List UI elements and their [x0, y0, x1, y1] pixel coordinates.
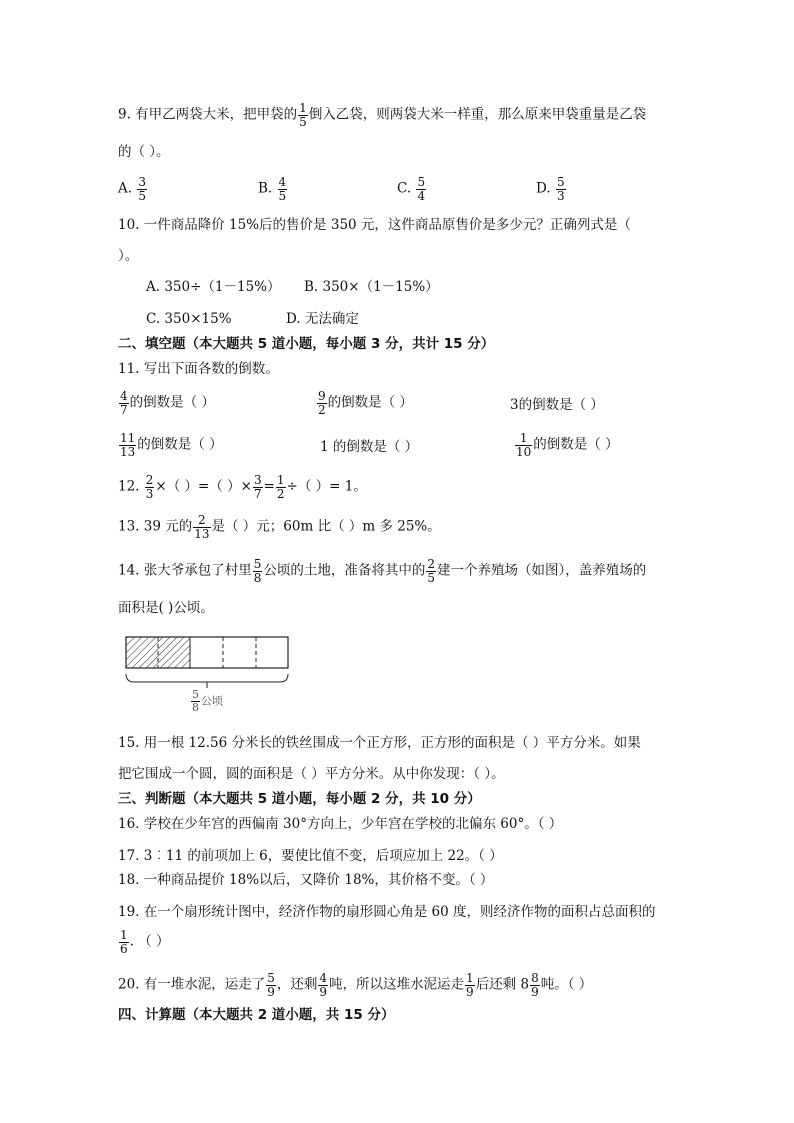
diagram-label: $\frac{5}{8}$ 公顷 [192, 688, 223, 714]
question-9-option-b: B. $\frac{4}{5}$ [258, 175, 287, 203]
question-10-line1: 10. 一件商品降价 15%后的售价是 350 元，这件商品原售价是多少元？正确列式是（ [118, 217, 631, 233]
question-15-line2: 把它围成一个圆，圆的面积是（ ）平方分米。从中你发现：（ ）。 [118, 766, 505, 782]
question-9-option-d: D. $\frac{5}{3}$ [536, 175, 565, 203]
fraction: $\frac{1}{5}$ [299, 101, 307, 129]
question-10-option-b: B. 350×（1－15%） [304, 279, 439, 295]
question-9-option-c: C. $\frac{5}{4}$ [397, 175, 426, 203]
question-18: 18. 一种商品提价 18%以后，又降价 18%，其价格不变。（ ） [118, 872, 494, 888]
question-11-prompt: 11. 写出下面各数的倒数。 [118, 361, 279, 377]
question-9-option-a: A. $\frac{3}{5}$ [118, 175, 146, 203]
question-10-option-d: D. 无法确定 [286, 311, 359, 327]
section-heading-fill-in: 二、填空题（本大题共 5 道小题，每小题 3 分，共计 15 分） [118, 336, 495, 352]
question-10-option-a: A. 350÷（1－15%） [146, 279, 281, 295]
section-heading-true-false: 三、判断题（本大题共 5 道小题，每小题 2 分，共 10 分） [118, 791, 481, 807]
question-16: 16. 学校在少年宫的西偏南 30°方向上，少年宫在学校的北偏东 60°。（ ） [118, 816, 563, 832]
reciprocal-item: $\frac{1}{10}$ 的倒数是（ ） [516, 431, 619, 459]
question-9-line1: 9. 有甲乙两袋大米，把甲袋的 $\frac{1}{5}$ 倒入乙袋，则两袋大米一样重，那么原来甲袋重量是乙袋 [118, 101, 647, 129]
reciprocal-item: $\frac{11}{13}$ 的倒数是（ ） [120, 431, 223, 459]
question-19-line2: $\frac{1}{6}$ . （ ） [120, 928, 170, 956]
reciprocal-item: 1 的倒数是（ ） [320, 439, 419, 455]
question-10-line2: ）。 [118, 248, 139, 264]
reciprocal-item: 3的倒数是（ ） [510, 397, 604, 413]
reciprocal-item: $\frac{9}{2}$ 的倒数是（ ） [318, 389, 413, 417]
question-14-line1: 14. 张大爷承包了村里 $\frac{5}{8}$ 公顷的土地，准备将其中的 $\frac{2}{5}$ 建一个养殖场（如图），盖养殖场的 [118, 557, 647, 585]
reciprocal-item: $\frac{4}{7}$ 的倒数是（ ） [120, 389, 215, 417]
question-13: 13. 39 元的 $\frac{2}{13}$ 是（ ）元；60m 比（ ）m 多 25%。 [118, 513, 441, 541]
question-19-line1: 19. 在一个扇形统计图中，经济作物的扇形圆心角是 60 度，则经济作物的面积占总面积的 [118, 904, 656, 920]
question-20: 20. 有一堆水泥，运走了 $\frac{5}{9}$ ，还剩 $\frac{4}{9}$ 吨，所以这堆水泥运走 $\frac{1}{9}$ 后还剩 8 $\frac{8}{9}$ 吨。（ ） [118, 971, 593, 999]
question-10-option-c: C. 350×15% [146, 311, 232, 327]
brace [126, 674, 288, 682]
question-14-line2: 面积是( )公顷。 [118, 600, 214, 616]
question-12: 12. $\frac{2}{3}$ ×（ ）=（ ）× $\frac{3}{7}$ = $\frac{1}{2}$ ÷（ ）= 1。 [118, 473, 367, 501]
question-15-line1: 15. 用一根 12.56 分米长的铁丝围成一个正方形，正方形的面积是（ ）平方分米。如果 [118, 735, 641, 751]
question-9-line2: 的（ ）。 [118, 144, 170, 160]
question-17: 17. 3︰11 的前项加上 6，要使比值不变，后项应加上 22。（ ） [118, 848, 503, 864]
section-heading-calculation: 四、计算题（本大题共 2 道小题，共 15 分） [118, 1007, 395, 1023]
